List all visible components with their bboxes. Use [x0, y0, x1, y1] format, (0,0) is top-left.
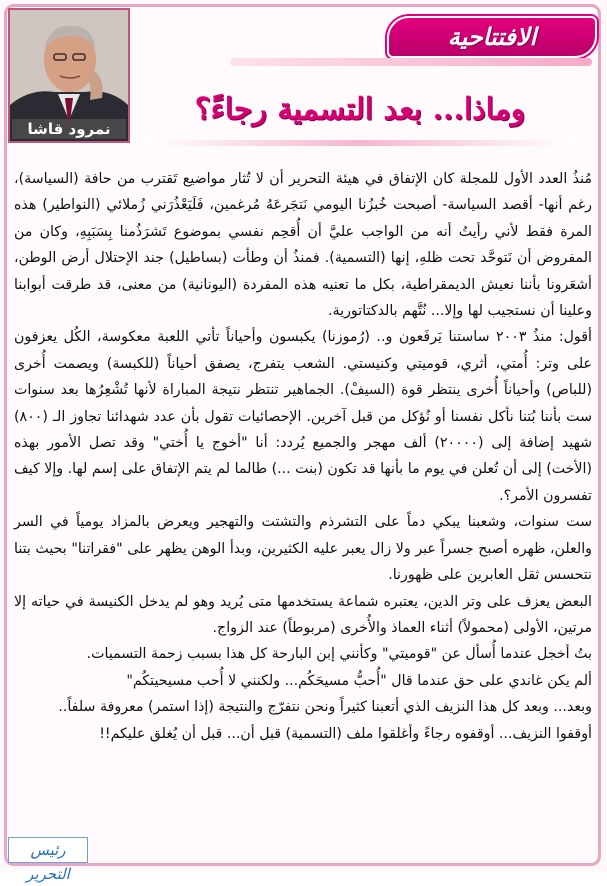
author-name: نمرود قاشا	[12, 119, 126, 139]
header-ribbon	[230, 58, 592, 66]
article-title: وماذا... بعد التسمية رجاءً؟	[194, 92, 526, 127]
article-paragraph: ست سنوات، وشعبنا يبكي دماً على التشرذم والتشتت والتهجير ويعرض بالمزاد يومياً في السر والعلن، ظهره أصبح جسراً عبر ولا زال يعبر عليه الكثيرين، وبدأ الوهن يظهر على "فقراتنا" بحيث بتنا نتحسس ثقل العابرين على ظهورنا.	[14, 514, 592, 584]
editor-signature-label: رئيس التحرير	[26, 841, 70, 883]
title-divider	[145, 140, 575, 146]
section-tag	[387, 16, 597, 58]
article-paragraph: مُنذُ العدد الأول للمجلة كان الإتفاق في هيئة التحرير أن لا تُثار مواضيع تَقترب من حافة (السياسة)، رغم أنها- أقصد السياسة- أصبحت خُبزُنا اليومي نَتجَرعَهُ مُرغمين، فَلَيَعْذُرَني زُملائي (النواطير) هذه المرة فقط لأني رأيتُ أنه من الواجب عليَّ أن أُقحِم نفسي بموضوع تَشرَذُمنا بِسَبَبِهِ، وكان من المفروض أن نَتوحَّد تحت ظلهِ، إنها (التسمية). فمنذُ أن وطأت (بساطيل) جند الإحتلال أرض الوطن، أشعَرونا بأننا نعيش الديمقراطية، بكل ما تعنيه هذه المفردة (اليونانية) من معنى، قد طرقت أبوابنا وعلينا أن نستجيب لها وإلا... نُتَّهم بالدكتاتورية.	[14, 171, 592, 320]
article-paragraph: بتُ أخجل عندما أُسأل عن "قوميتي" وكأنني إبن البارحة كل هذا بسبب زحمة التسميات.	[86, 646, 592, 663]
article-paragraph: أقول: منذُ ٢٠٠٣ ساستنا يَرفَعون و.. (رُموزنا) يكبسون وأحياناً تأتي اللعبة معكوسة، الكُل يعزفون على وتر: أُمتي، أثري، قوميتي وكنيستي. الشعب يتفرج، يصفق أحياناً (للكبسة) ويصمت أُخرى (للباص) وأحياناً أُخرى ينتظر قوة (السيفْ). الجماهير تنتظر نتيجة المباراة لأنها تُشْعِرُها بعد سنوات ست بأننا بُتنا نأكل نفسنا أو نُؤكل من قبل آخرين. الإحصائيات تقول بأن عدد شهدائنا تجاوز الـ (٨٠٠) شهيد إضافة إلى (٢٠٠٠٠) ألف مهجر والجميع يُردد: أنا "أخوج يا أُختي" وقد تصل الأمور بهذه (الأخت) إلى أن تُعلن في يوم ما بأنها قد تكون (بنت ...) طالما لم يتم الإتفاق على إسم لها. وإلا كيف تفسرون الأمر؟.	[14, 329, 592, 504]
section-tag-label: الافتتاحية	[447, 22, 537, 51]
article-paragraph: وبعد... وبعد كل هذا النزيف الذي أتعبنا كثيراً ونحن نتفرّج والنتيجة (إذا استمر) معروفة سلفاً..	[58, 699, 592, 716]
article-paragraph: ألم يكن غاندي على حق عندما قال "أُحبُّ مسيحَكُم... ولكنني لا أُحب مسيحيتكُم"	[126, 672, 592, 689]
article-body	[14, 166, 592, 826]
author-photo	[8, 8, 130, 143]
editor-signature	[8, 837, 88, 883]
article-paragraph: البعض يعزف على وتر الدين، يعتبره شماعة يستخدمها متى يُريد وهو لم يدخل الكنيسة في حياته إلا مرتين، الأولى (محمولاً) أثناء العماذ والأُخرى (مربوطاً) عند الزواج.	[14, 593, 592, 636]
article-paragraph: أوقفوا النزيف... أوقفوه رجاءً وأغلقوا ملف (التسمية) قبل أن... قبل أن يُغلق عليكم!!	[99, 725, 592, 742]
